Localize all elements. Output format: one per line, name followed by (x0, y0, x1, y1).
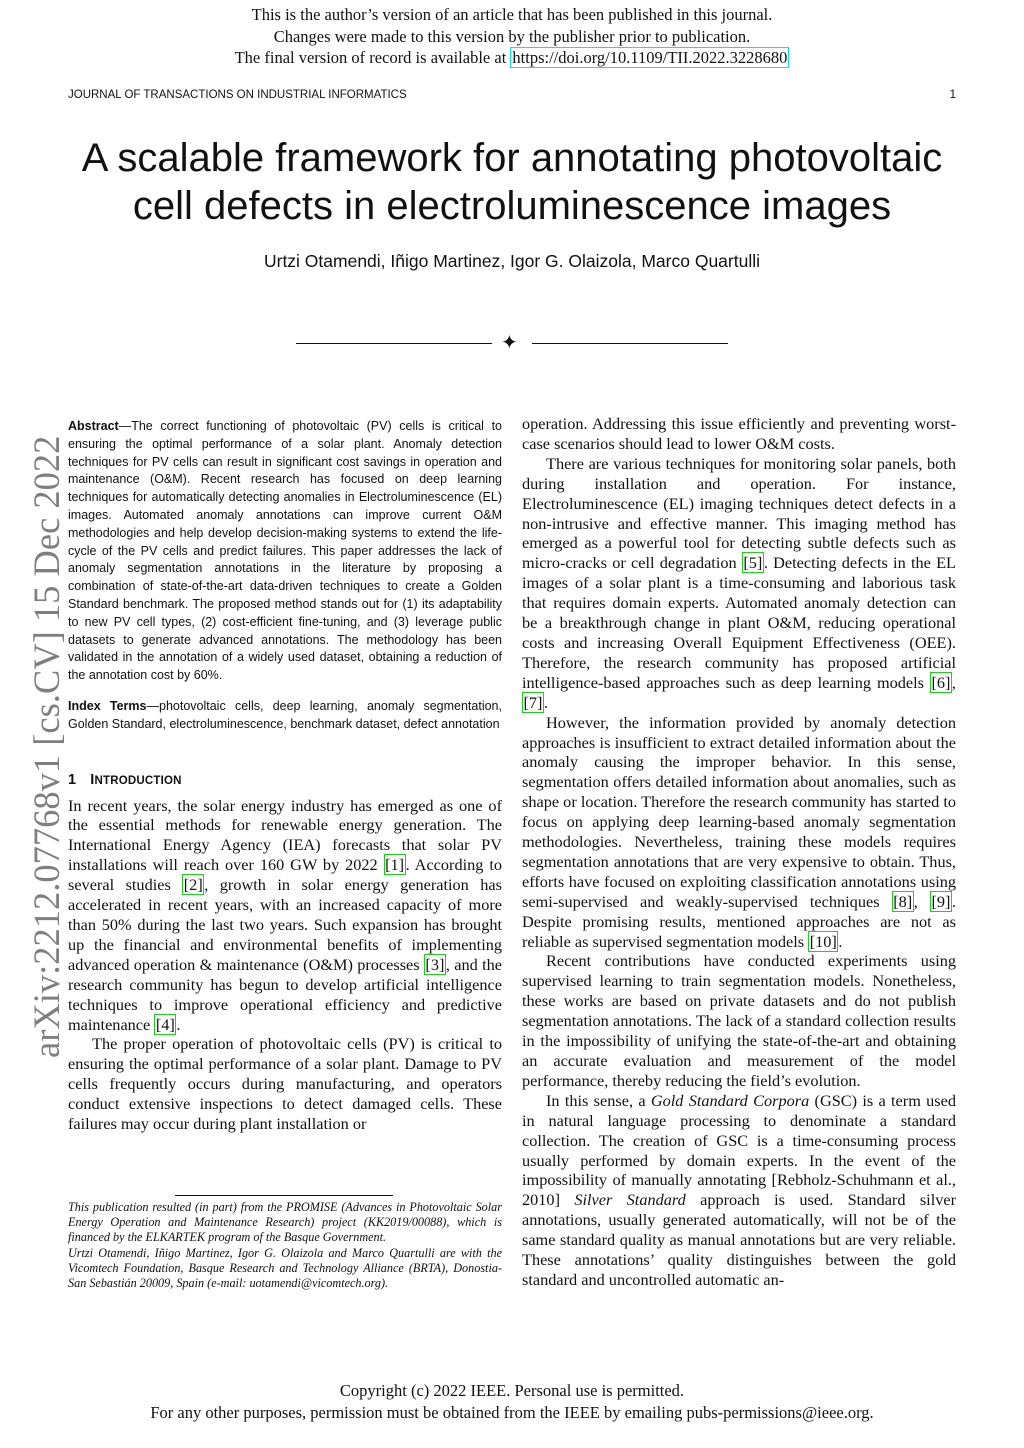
publication-notice (0, 4, 1024, 69)
text-run: . (838, 931, 843, 951)
text-run: There are various techniques for monitoring solar panels, both during installation and operation. For instance, Electroluminescence (EL) imaging techniques detect defects in a non-intrusive and effective manner. This imaging method has emerged as a powerful tool for detecting subtle defects such as micro-cracks or cell degradation (522, 453, 956, 573)
arxiv-identifier: arXiv:2212.07768v1 [cs.CV] 15 Dec 2022 (26, 435, 67, 1058)
section-heading-introduction (68, 772, 502, 788)
index-terms-label: Index Terms (68, 698, 147, 713)
separator-star-icon: ✦ (501, 332, 518, 354)
citation-link[interactable]: [9] (931, 891, 951, 911)
index-terms (68, 698, 502, 734)
funding-footnote: This publication resulted (in part) from the PROMISE (Advances in Photovoltaic Solar Energy Operation and Maintenance Research) project (KK2019/00088), which is financed by the ELKARTEK program of the Basque Government. (68, 1200, 502, 1245)
text-run: In recent years, the solar energy industry has emerged as one of the essential methods for renewable energy generation. The International Energy Agency (IEA) forecasts that solar PV installations will reach over 160 GW by 2022 (68, 795, 502, 875)
right-paragraph-2 (522, 454, 956, 713)
footnote-rule (175, 1195, 393, 1196)
right-paragraph-1: operation. Addressing this issue efficiently and preventing worst-case scenarios should lead to lower O&M costs. (522, 414, 956, 453)
title-line-2: cell defects in electroluminescence images (132, 184, 892, 228)
intro-paragraph-1 (68, 796, 502, 1035)
author-list: Urtzi Otamendi, Iñigo Martinez, Igor G. Olaizola, Marco Quartulli (263, 251, 760, 271)
citation-link[interactable]: [3] (425, 954, 445, 974)
right-column (522, 414, 956, 1290)
text-run: . Detecting defects in the EL images of a solar plant is a time-consuming and laborious task that requires domain experts. Automated anomaly detection can be a breakthrough change in plant O&M, reducing operational costs and increasing Overall Equipment Effectiveness (OEE). Therefore, the research community has proposed artificial intelligence-based approaches such as deep learning models (522, 553, 956, 692)
text-run: . (176, 1014, 181, 1034)
page-number: 1 (949, 89, 956, 101)
running-head (68, 89, 956, 101)
notice-line-3-prefix: The final version of record is available at (234, 48, 511, 67)
title-separator (296, 333, 728, 355)
text-run: However, the information provided by anomaly detection approaches is insufficient to extract detailed information about the anomaly causing the improper behavior. In this sense, segmentation offers detailed information about anomalies, such as shape or location. Therefore the research community has started to focus on applying deep learning-based anomaly segmentation methodologies. Nevertheless, training these models requires segmentation annotations that are very expensive to obtain. Thus, efforts have focused on exploiting classification annotations using semi-supervised and weakly-supervised techniques (522, 712, 956, 911)
notice-line-3 (0, 47, 1024, 69)
text-run: , growth in solar energy generation has accelerated in recent years, with an increased capacity of more than 50% during the last two years. Such expansion has brought up the financial and environmental benefits of implementing advanced operation & maintenance (O&M) processes (68, 875, 502, 974)
abstract (68, 418, 502, 685)
section-title-rest: NTRODUCTION (94, 774, 182, 787)
index-terms-text: —photovoltaic cells, deep learning, anomaly segmentation, Golden Standard, electroluminescence, benchmark dataset, defect annotation (68, 698, 502, 731)
section-title-initial: I (90, 771, 95, 788)
intro-paragraph-2: The proper operation of photovoltaic cells (PV) is critical to ensuring the optimal performance of a solar plant. Damage to PV cells frequently occurs during manufacturing, and operators conduct extensive inspections to detect damaged cells. These failures may occur during plant installation or (68, 1034, 502, 1134)
citation-link[interactable]: [10] (809, 931, 837, 951)
emphasis-gold-standard: Gold Standard Corpora (650, 1090, 810, 1110)
citation-link[interactable]: [5] (743, 553, 763, 573)
text-run: . According to several studies (68, 855, 502, 895)
title-line-1: A scalable framework for annotating photovoltaic (81, 136, 943, 180)
abstract-text: —The correct functioning of photovoltaic (PV) cells is critical to ensuring the optimal performance of a solar plant. Anomaly detection techniques for PV cells can result in significant cost savings in operation and maintenance (O&M). Recent research has focused on deep learning techniques for automatically detecting anomalies in Electroluminescence (EL) images. Automated anomaly annotations can improve current O&M methodologies and help develop decision-making systems to extend the life-cycle of the PV cells and predict failures. This paper addresses the lack of anomaly segmentation annotations in the literature by proposing a combination of state-of-the-art data-driven techniques to create a Golden Standard benchmark. The proposed method stands out for (1) its adaptability to new PV cell types, (2) cost-efficient fine-tuning, and (3) leverage public datasets to generate advanced annotations. The methodology has been validated in the annotation of a widely used dataset, obtaining a reduction of the annotation cost by 60%. (68, 419, 502, 683)
citation-link[interactable]: [1] (385, 855, 405, 875)
text-run: . Despite promising results, mentioned approaches are not as reliable as supervised segmentation models (522, 891, 956, 951)
separator-line-left (296, 343, 492, 344)
citation-link[interactable]: [4] (155, 1014, 175, 1034)
doi-link[interactable]: https://doi.org/10.1109/TII.2022.3228680 (512, 48, 788, 67)
copyright-line-1: Copyright (c) 2022 IEEE. Personal use is permitted. (339, 1381, 685, 1400)
text-run: , (913, 891, 930, 911)
text-run: In this sense, a (546, 1090, 651, 1110)
emphasis-silver-standard: Silver Standard (574, 1190, 686, 1210)
text-run: , (951, 672, 956, 692)
copyright-notice (0, 1380, 1024, 1423)
separator-line-right (532, 343, 728, 344)
text-run: approach is used. Standard silver annotations, usually generated automatically, will not be of the same standard quality as manual annotations but are very reliable. These annotations’ quality distinguishes between the gold standard and uncontrolled automatic an- (522, 1190, 957, 1289)
notice-line-2: Changes were made to this version by the publisher prior to publication. (273, 26, 751, 46)
right-paragraph-4: Recent contributions have conducted experiments using supervised learning to train segmentation models. Nonetheless, these works are based on private datasets and do not publish segmentation annotations. The lack of a standard collection results in the impossibility of unifying the state-of-the-art and obtaining an accurate evaluation and measurement of the model performance, thereby reducing the field’s evolution. (522, 951, 956, 1090)
notice-line-1: This is the author’s version of an article that has been published in this journal. (251, 5, 773, 24)
copyright-line-2: For any other purposes, permission must be obtained from the IEEE by emailing pubs-permissions@ieee.org. (150, 1402, 874, 1422)
left-column (68, 418, 502, 1134)
text-run: (GSC) is a term used in natural language processing to denominate a standard collection. The creation of GSC is a time-consuming process usually performed by domain experts. In the event of the impossibility of manually annotating [Rebholz-Schuhmann et al., 2010] (522, 1090, 956, 1210)
abstract-label: Abstract (68, 419, 119, 433)
journal-name: JOURNAL OF TRANSACTIONS ON INDUSTRIAL INFORMATICS (68, 89, 407, 101)
right-paragraph-5 (522, 1091, 956, 1290)
footnotes (68, 1200, 502, 1291)
citation-link[interactable]: [6] (931, 672, 951, 692)
right-paragraph-3 (522, 713, 956, 952)
citation-link[interactable]: [7] (523, 692, 543, 712)
paper-title (0, 134, 1024, 230)
citation-link[interactable]: [2] (183, 875, 203, 895)
citation-link[interactable]: [8] (893, 891, 913, 911)
text-run: , and the research community has begun to develop artificial intelligence techniques to improve operational efficiency and predictive maintenance (68, 954, 503, 1034)
text-run: . (543, 692, 549, 712)
affiliation-footnote: Urtzi Otamendi, Iñigo Martinez, Igor G. Olaizola and Marco Quartulli are with the Vicomtech Foundation, Basque Research and Technology Alliance (BRTA), Donostia-San Sebastián 20009, Spain (e-mail: uotamendi@vicomtech.org). (68, 1245, 502, 1291)
section-number: 1 (68, 771, 77, 788)
